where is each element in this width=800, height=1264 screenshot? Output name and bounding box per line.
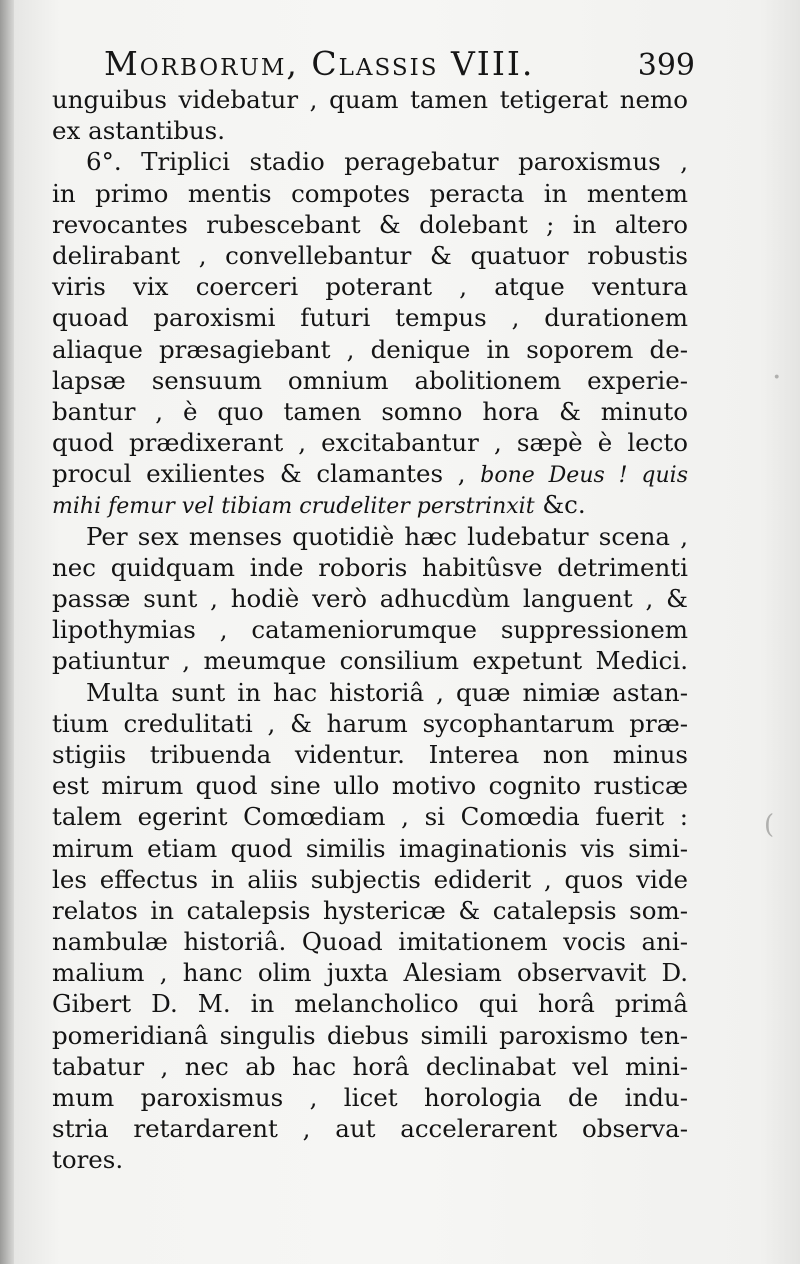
paragraph-3	[52, 521, 688, 677]
text-line: Gibert D. M. in melancholico qui horâ primâ	[52, 989, 688, 1019]
italic-exclamation: bone Deus ! quis	[480, 463, 688, 489]
text-line-mixed	[52, 489, 688, 520]
text-line: in primo mentis compotes peracta in mentem	[52, 178, 688, 208]
text-line: tium credulitati , & harum sycophantarum præ-	[52, 708, 688, 738]
text-line: malium , hanc olim juxta Alesiam observavit D.	[52, 958, 688, 988]
text-line: Per sex menses quotidiè hæc ludebatur scena ,	[86, 521, 688, 551]
text-line: lapsæ sensuum omnium abolitionem experie-	[52, 365, 688, 395]
text-line: stria retardarent , aut accelerarent observa-	[52, 1114, 688, 1144]
text-line: patiuntur , meumque consilium expetunt Medici.	[52, 646, 688, 676]
text-line: les effectus in aliis subjectis ediderit , quos vide	[52, 864, 688, 894]
text-line: passæ sunt , hodiè verò adhucdùm languent , &	[52, 584, 688, 613]
text-line: delirabant , convellebantur & quatuor robustis	[52, 240, 688, 270]
text-line: mum paroxismus , licet horologia de indu-	[52, 1083, 688, 1112]
text-line: quoad paroxismi futuri tempus , durationem	[52, 303, 688, 333]
body-text	[52, 84, 688, 1176]
text-line: aliaque præsagiebant , denique in soporem de-	[52, 334, 688, 364]
text-line: unguibus videbatur , quam tamen tetigerat nemo	[52, 85, 688, 114]
roman-text: &c.	[534, 490, 586, 520]
text-line: mirum etiam quod similis imaginationis vis simi-	[52, 833, 688, 863]
text-line: stigiis tribuenda videntur. Interea non minus	[52, 739, 688, 769]
text-line: tores.	[52, 1145, 124, 1175]
running-title: Morborum, Classis VIII.	[104, 44, 535, 83]
text-line: lipothymias , catameniorumque suppressionem	[52, 615, 688, 645]
show-through-mark: (	[764, 810, 775, 840]
text-line: Multa sunt in hac historiâ , quæ nimiæ astan-	[86, 677, 688, 707]
running-head	[100, 40, 695, 90]
text-line: 6°. Triplici stadio peragebatur paroxismus ,	[86, 147, 688, 177]
show-through-mark: ·	[772, 360, 782, 395]
page-gutter-shadow	[0, 0, 14, 1264]
paragraph-4	[52, 677, 688, 1176]
text-line: ex astantibus.	[52, 116, 226, 146]
text-line: viris vix coerceri poterant , atque ventura	[52, 272, 688, 302]
roman-text: procul exilientes & clamantes ,	[52, 459, 481, 489]
text-line: quod prædixerant , excitabantur , sæpè è lecto	[52, 428, 688, 458]
paragraph-2	[52, 146, 688, 520]
text-line-mixed	[52, 458, 688, 489]
text-line: est mirum quod sine ullo motivo cognito rusticæ	[52, 771, 688, 801]
paragraph-1	[52, 84, 688, 146]
text-line: talem egerint Comœdiam , si Comœdia fuerit :	[52, 802, 688, 832]
text-line: tabatur , nec ab hac horâ declinabat vel mini-	[52, 1051, 688, 1081]
text-line: revocantes rubescebant & dolebant ; in altero	[52, 209, 688, 239]
italic-exclamation: mihi femur vel tibiam crudeliter perstrinxit	[52, 494, 535, 520]
text-line: nec quidquam inde roboris habitûsve detrimenti	[52, 552, 688, 582]
page-number: 399	[637, 48, 695, 83]
text-line: nambulæ historiâ. Quoad imitationem vocis ani-	[52, 927, 688, 957]
text-line: bantur , è quo tamen somno hora & minuto	[52, 396, 688, 426]
text-line: pomeridianâ singulis diebus simili paroxismo ten-	[52, 1020, 688, 1050]
text-line: relatos in catalepsis hystericæ & catalepsis som-	[52, 895, 688, 925]
